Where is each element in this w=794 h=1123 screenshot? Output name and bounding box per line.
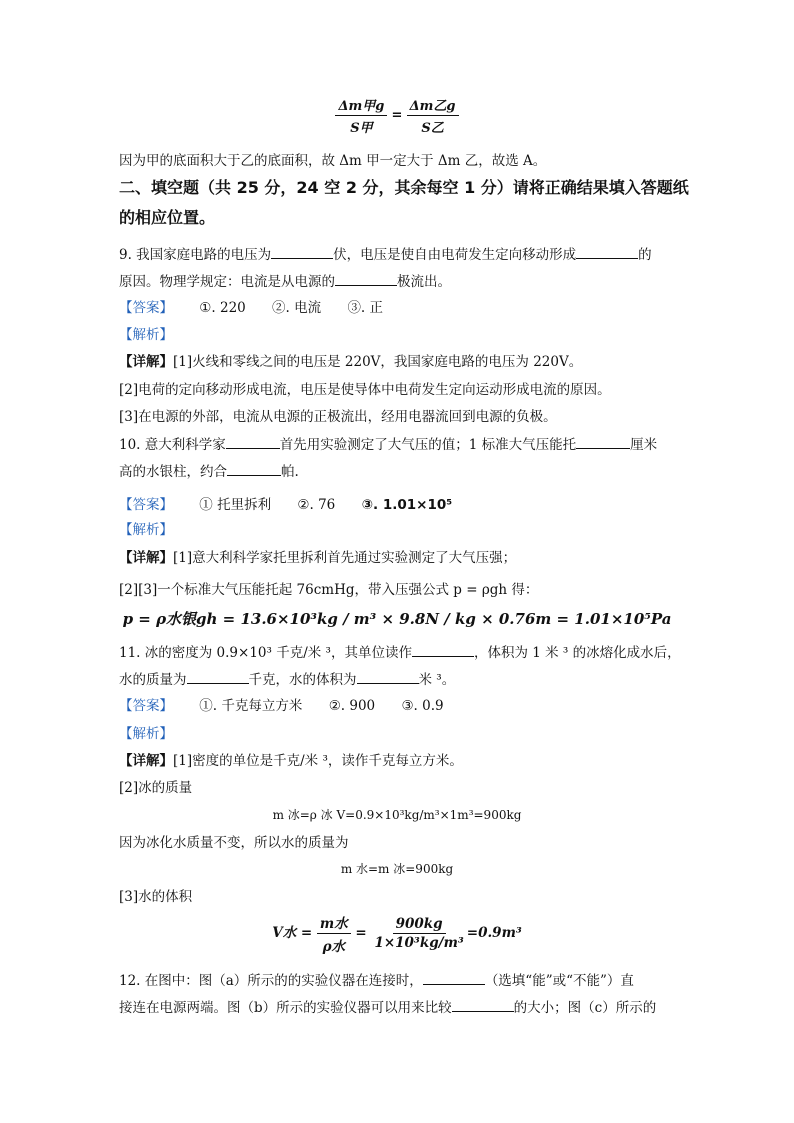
q11-line-2: 水的质量为 千克，水的体积为 米 ³。 xyxy=(119,669,455,690)
q11-analysis-tag: 【解析】 xyxy=(119,726,173,742)
q11-eq-water-volume: V水 = $\frac{\text{m水}}{\text{ρ水}}$ = $\frac{900kg}{\text{1×10³kg/m³}}$ =0.9m³ xyxy=(0,912,794,955)
q11-detail-1: 【详解】[1]密度的单位是千克/米 ³，读作千克每立方米。 xyxy=(119,753,463,769)
q10-detail-1: 【详解】[1]意大利科学家托里拆利首先通过实验测定了大气压强； xyxy=(119,550,517,566)
q11-detail-2: [2]冰的质量 xyxy=(119,780,193,796)
answer-2: ②. 900 xyxy=(328,698,376,714)
fraction-values: $\frac{900kg}{\text{1×10³kg/m³}}$ xyxy=(374,916,464,951)
blank[interactable] xyxy=(226,434,280,449)
answer-1: ①. 220 xyxy=(199,300,246,316)
blank[interactable] xyxy=(271,244,333,259)
q11-eq-ice-mass: m 冰=ρ 冰 V=0.9×10³kg/m³×1m³=900kg xyxy=(272,808,522,822)
answer-2: ②. 电流 xyxy=(272,300,322,316)
q9-line-2: 原因。物理学规定：电流是从电源的 极流出。 xyxy=(119,271,451,292)
fraction-m-rho: $\frac{\text{m水}}{\text{ρ水}}$ xyxy=(317,912,351,955)
q11-detail-3: 因为冰化水质量不变，所以水的质量为 xyxy=(119,835,349,851)
q9-analysis-tag: 【解析】 xyxy=(119,327,173,343)
q12-line-2: 接连在电源两端。图（b）所示的实验仪器可以用来比较 的大小；图（c）所示的 xyxy=(119,997,656,1018)
q10-pressure-formula: p = ρ水银gh = 13.6×10³kg / m³ × 9.8N / kg × 0.76m = 1.01×10⁵Pa xyxy=(122,610,672,628)
q9-line-1: 9. 我国家庭电路的电压为 伏，电压是使自由电荷发生定向移动形成 的 xyxy=(119,244,652,265)
answer-2: ②. 76 xyxy=(297,497,336,513)
conclusion-line: 因为甲的底面积大于乙的底面积，故 Δm 甲一定大于 Δm 乙，故选 A。 xyxy=(119,153,547,169)
q10-answer xyxy=(119,495,452,515)
fraction-right xyxy=(407,95,459,136)
q9-detail-1: 【详解】[1]火线和零线之间的电压是 220V，我国家庭电路的电压为 220V。 xyxy=(119,354,583,370)
q9-detail-3: [3]在电源的外部，电流从电源的正极流出，经用电器流回到电源的负极。 xyxy=(119,409,557,425)
answer-tag: 【答案】 xyxy=(119,497,173,513)
blank[interactable] xyxy=(576,244,638,259)
q10-line-1: 10. 意大利科学家 首先用实验测定了大气压的值；1 标准大气压能托 厘米 xyxy=(119,434,657,455)
blank[interactable] xyxy=(452,997,514,1012)
blank[interactable] xyxy=(187,669,249,684)
blank[interactable] xyxy=(576,434,630,449)
fraction-right-numerator: Δm乙g xyxy=(407,95,459,116)
section-heading: 二、填空题（共 25 分，24 空 2 分，其余每空 1 分）请将正确结果填入答题纸 xyxy=(119,178,689,197)
q11-eq-water-mass: m 水=m 冰=900kg xyxy=(340,862,454,876)
blank[interactable] xyxy=(357,669,419,684)
answer-1: ① 托里拆利 xyxy=(199,497,272,513)
blank[interactable] xyxy=(335,271,397,286)
fraction-right-denominator: S乙 xyxy=(421,121,444,136)
formula-delta-m xyxy=(0,95,794,136)
answer-3: ③. 0.9 xyxy=(401,698,444,714)
fraction-left-denominator: S甲 xyxy=(350,121,373,136)
q10-line-2: 高的水银柱，约合 帕. xyxy=(119,461,299,482)
answer-tag: 【答案】 xyxy=(119,698,173,714)
q11-answer xyxy=(119,696,444,716)
q10-detail-2: [2][3]一个标准大气压能托起 76cmHg，带入压强公式 p = ρgh 得： xyxy=(119,582,539,598)
equals-sign: = xyxy=(391,108,403,123)
fraction-left xyxy=(335,95,387,136)
blank[interactable] xyxy=(227,461,281,476)
q11-line-1: 11. 冰的密度为 0.9×10³ 千克/米 ³，其单位读作 ，体积为 1 米 ³ 的冰熔化成水后， xyxy=(119,642,681,663)
q9-detail-2: [2]电荷的定向移动形成电流，电压是使导体中电荷发生定向运动形成电流的原因。 xyxy=(119,382,611,398)
q11-detail-4: [3]水的体积 xyxy=(119,889,193,905)
answer-1: ①. 千克每立方米 xyxy=(199,698,303,714)
q12-line-1: 12. 在图中：图（a）所示的的实验仪器在连接时， （选填“能”或“不能”）直 xyxy=(119,970,634,991)
blank[interactable] xyxy=(412,642,474,657)
fraction-left-numerator: Δm甲g xyxy=(335,95,387,116)
blank[interactable] xyxy=(423,970,485,985)
answer-3: ③. 1.01×10⁵ xyxy=(361,497,453,513)
answer-3: ③. 正 xyxy=(347,300,384,316)
answer-tag: 【答案】 xyxy=(119,300,173,316)
section-heading-cont: 的相应位置。 xyxy=(119,208,216,227)
q10-analysis-tag: 【解析】 xyxy=(119,522,173,538)
q9-answer xyxy=(119,298,383,318)
